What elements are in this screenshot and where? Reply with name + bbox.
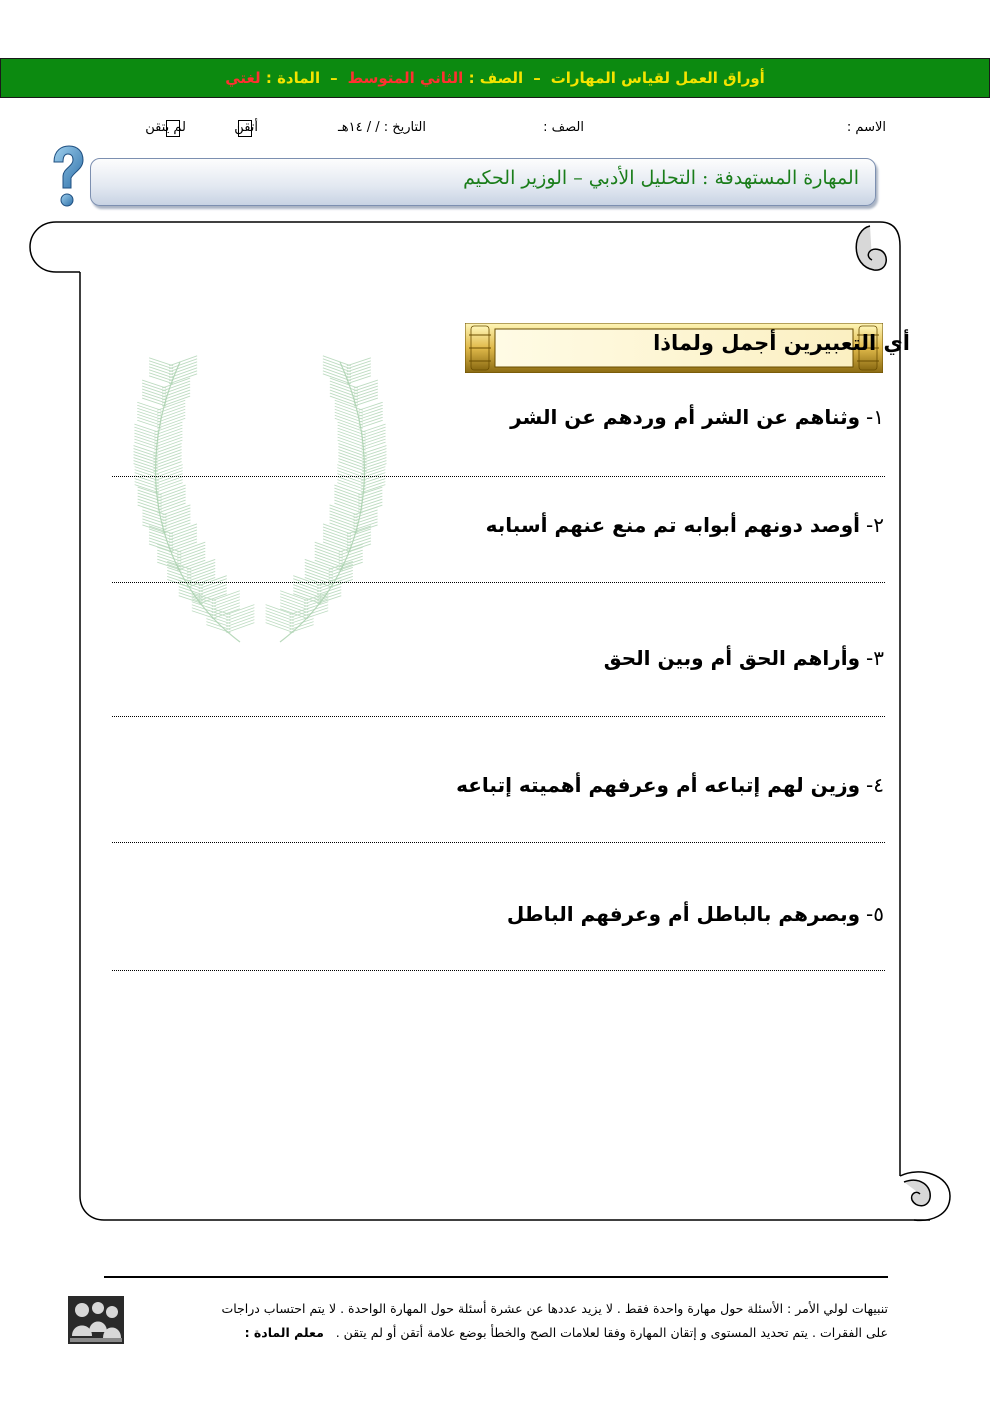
wreath-leaf-stroke xyxy=(305,568,333,578)
wreath-leaf-stroke xyxy=(335,406,363,416)
wreath-leaf-stroke xyxy=(158,497,186,507)
people-icon xyxy=(68,1296,124,1344)
wreath-leaf-stroke xyxy=(323,371,351,381)
wreath-leaf-stroke xyxy=(266,614,294,624)
wreath-leaf-stroke xyxy=(177,551,205,561)
wreath-leaf-stroke xyxy=(330,390,358,400)
wreath-leaf-stroke xyxy=(330,520,358,530)
wreath-leaf-stroke xyxy=(330,378,358,388)
wreath-leaf-stroke xyxy=(162,514,190,524)
date-label: التاريخ : / / ١٤هـ xyxy=(337,120,426,135)
wreath-leaf-stroke xyxy=(315,560,343,570)
wreath-leaf-stroke xyxy=(154,447,182,457)
wreath-leaf-stroke xyxy=(293,591,321,601)
wreath-leaf-stroke xyxy=(154,450,182,460)
wreath-leaf-stroke xyxy=(226,617,254,627)
banner-separator: – xyxy=(533,69,541,87)
not-mastered-label: لم يتقن xyxy=(145,120,186,135)
wreath-leaf-stroke xyxy=(169,536,197,546)
wreath-leaf-stroke xyxy=(162,378,190,388)
wreath-leaf-stroke xyxy=(335,409,363,419)
question-text: وزين لهم إتباعه أم وعرفهم أهميته إتباعه xyxy=(456,773,861,797)
wreath-leaf-stroke xyxy=(169,371,197,381)
wreath-leaf-stroke xyxy=(266,617,294,627)
wreath-leaf-stroke xyxy=(323,527,351,537)
wreath-leaf-stroke xyxy=(323,533,351,543)
notes-line-1: تنبيهات لولي الأمر : الأسئلة حول مهارة واحدة فقط . لا يزيد عددها عن عشرة أسئلة حول المهارة الواحدة . لا يتم احتساب دراجات xyxy=(221,1301,888,1316)
wreath-leaf-stroke xyxy=(154,456,182,466)
wreath-leaf-stroke xyxy=(169,533,197,543)
class-label: الصف : xyxy=(543,120,584,135)
answer-line-3[interactable] xyxy=(112,716,885,717)
wreath-leaf-stroke xyxy=(158,500,186,510)
wreath-leaf-stroke xyxy=(338,456,366,466)
wreath-leaf-stroke xyxy=(323,368,351,378)
wreath-leaf-stroke xyxy=(169,356,197,366)
wreath-leaf-stroke xyxy=(305,562,333,572)
wreath-leaf-stroke xyxy=(293,585,321,595)
mastered-label: أتقن xyxy=(234,120,258,135)
wreath-leaf-stroke xyxy=(330,514,358,524)
wreath-leaf-stroke xyxy=(266,623,294,633)
wreath-leaf-stroke xyxy=(169,365,197,375)
wreath-leaf-stroke xyxy=(177,557,205,567)
wreath-leaf-stroke xyxy=(199,582,227,592)
notes-line-2-text: على الفقرات . يتم تحديد المستوى و إتقان المهارة وفقا لعلامات الصح والخطأ بوضع علامة أتقن أو لم يتقن . xyxy=(335,1325,888,1340)
wreath-leaf-stroke xyxy=(293,588,321,598)
wreath-leaf-stroke xyxy=(212,597,240,607)
wreath-leaf-stroke xyxy=(162,508,190,518)
wreath-leaf-stroke xyxy=(334,494,362,504)
notes-line-2 xyxy=(128,1321,888,1345)
question-4 xyxy=(456,773,884,797)
wreath-leaf-stroke xyxy=(330,517,358,527)
wreath-leaf-stroke xyxy=(162,384,190,394)
wreath-leaf-stroke xyxy=(337,477,365,487)
wreath-leaf-stroke xyxy=(305,559,333,569)
wreath-leaf-stroke xyxy=(187,565,215,575)
wreath-leaf-stroke xyxy=(305,571,333,581)
wreath-leaf-stroke xyxy=(315,557,343,567)
wreath-leaf-stroke xyxy=(154,459,182,469)
banner-subject-label: المادة : xyxy=(265,69,321,87)
worksheet-title: أي التعبيرين أجمل ولماذا xyxy=(653,331,910,355)
wreath-leaf-stroke xyxy=(199,579,227,589)
wreath-leaf-stroke xyxy=(177,545,205,555)
wreath-leaf-stroke xyxy=(226,623,254,633)
wreath-leaf-stroke xyxy=(280,591,308,601)
wreath-leaf-stroke xyxy=(154,437,182,447)
wreath-leaf-stroke xyxy=(315,545,343,555)
footer-divider xyxy=(104,1276,888,1278)
wreath-leaf-stroke xyxy=(334,491,362,501)
wreath-leaf-stroke xyxy=(323,359,351,369)
question-2 xyxy=(486,513,884,537)
parent-notes xyxy=(128,1297,888,1345)
wreath-leaf-stroke xyxy=(212,594,240,604)
answer-line-1[interactable] xyxy=(112,476,885,477)
wreath-leaf-stroke xyxy=(323,365,351,375)
wreath-leaf-stroke xyxy=(169,368,197,378)
question-5 xyxy=(507,902,884,926)
wreath-leaf-stroke xyxy=(212,591,240,601)
wreath-leaf-stroke xyxy=(187,562,215,572)
wreath-leaf-stroke xyxy=(334,500,362,510)
wreath-leaf-stroke xyxy=(323,539,351,549)
wreath-leaf-stroke xyxy=(315,554,343,564)
wreath-leaf-stroke xyxy=(226,620,254,630)
wreath-leaf-stroke xyxy=(157,409,185,419)
banner-class-label: الصف : xyxy=(468,69,524,87)
wreath-leaf-stroke xyxy=(280,597,308,607)
wreath-leaf-stroke xyxy=(293,576,321,586)
target-skill-text: المهارة المستهدفة : التحليل الأدبي – الوزير الحكيم xyxy=(463,167,859,189)
wreath-leaf-stroke xyxy=(199,588,227,598)
wreath-leaf-stroke xyxy=(338,447,366,457)
wreath-leaf-stroke xyxy=(338,453,366,463)
question-text: وبصرهم بالباطل أم وعرفهم الباطل xyxy=(506,902,861,926)
wreath-leaf-stroke xyxy=(315,548,343,558)
answer-line-5[interactable] xyxy=(112,970,885,971)
wreath-leaf-stroke xyxy=(323,536,351,546)
question-number: ١- xyxy=(866,405,884,429)
wreath-leaf-stroke xyxy=(177,554,205,564)
answer-line-4[interactable] xyxy=(112,842,885,843)
question-3 xyxy=(604,646,884,670)
wreath-leaf-stroke xyxy=(162,390,190,400)
wreath-leaf-stroke xyxy=(162,511,190,521)
wreath-leaf-stroke xyxy=(280,594,308,604)
wreath-leaf-stroke xyxy=(158,494,186,504)
answer-line-2[interactable] xyxy=(112,582,885,583)
wreath-leaf-stroke xyxy=(330,381,358,391)
question-number: ٣- xyxy=(866,646,884,670)
wreath-leaf-stroke xyxy=(199,594,227,604)
wreath-leaf-stroke xyxy=(323,356,351,366)
wreath-leaf-stroke xyxy=(266,620,294,630)
wreath-leaf-stroke xyxy=(187,568,215,578)
question-1 xyxy=(510,405,884,429)
wreath-leaf-stroke xyxy=(334,497,362,507)
wreath-leaf-stroke xyxy=(338,459,366,469)
question-text: أوصد دونهم أبوابه تم منع عنهم أسبابه xyxy=(485,513,861,537)
wreath-leaf-stroke xyxy=(162,387,190,397)
wreath-leaf-stroke xyxy=(177,560,205,570)
wreath-leaf-stroke xyxy=(330,387,358,397)
wreath-leaf-stroke xyxy=(323,530,351,540)
wreath-leaf-stroke xyxy=(330,511,358,521)
wreath-leaf-stroke xyxy=(293,594,321,604)
wreath-leaf-stroke xyxy=(155,477,183,487)
banner-class-value: الثاني المتوسط xyxy=(347,69,464,87)
wreath-leaf-stroke xyxy=(226,614,254,624)
wreath-leaf-stroke xyxy=(169,527,197,537)
question-number: ٥- xyxy=(866,902,884,926)
wreath-leaf-stroke xyxy=(162,520,190,530)
wreath-leaf-stroke xyxy=(157,406,185,416)
wreath-leaf-stroke xyxy=(169,530,197,540)
wreath-leaf-stroke xyxy=(199,576,227,586)
wreath-leaf-stroke xyxy=(330,508,358,518)
laurel-wreath-watermark xyxy=(120,322,400,652)
question-text: وثناهم عن الشر أم وردهم عن الشر xyxy=(510,405,861,429)
question-number: ٢- xyxy=(866,513,884,537)
wreath-leaf-stroke xyxy=(330,384,358,394)
wreath-leaf-stroke xyxy=(305,565,333,575)
wreath-leaf-stroke xyxy=(162,517,190,527)
question-text: وأراهم الحق أم وبين الحق xyxy=(603,646,861,670)
banner-separator-2: – xyxy=(330,69,338,87)
wreath-leaf-stroke xyxy=(169,362,197,372)
teacher-label: معلم المادة : xyxy=(244,1325,324,1340)
wreath-leaf-stroke xyxy=(187,571,215,581)
wreath-leaf-stroke xyxy=(323,362,351,372)
wreath-leaf-stroke xyxy=(293,579,321,589)
wreath-leaf-stroke xyxy=(154,453,182,463)
banner-title: أوراق العمل لقياس المهارات xyxy=(550,69,765,87)
wreath-leaf-stroke xyxy=(338,450,366,460)
wreath-leaf-stroke xyxy=(315,551,343,561)
wreath-leaf-stroke xyxy=(338,437,366,447)
wreath-leaf-stroke xyxy=(162,381,190,391)
wreath-leaf-stroke xyxy=(187,559,215,569)
wreath-leaf-stroke xyxy=(177,548,205,558)
wreath-leaf-stroke xyxy=(293,582,321,592)
wreath-leaf-stroke xyxy=(169,539,197,549)
wreath-leaf-stroke xyxy=(280,600,308,610)
wreath-leaf-stroke xyxy=(199,591,227,601)
question-number: ٤- xyxy=(866,773,884,797)
name-label: الاسم : xyxy=(846,120,886,135)
wreath-leaf-stroke xyxy=(169,359,197,369)
banner-subject-value: لغتي xyxy=(225,69,261,87)
wreath-leaf-stroke xyxy=(199,585,227,595)
wreath-leaf-stroke xyxy=(212,600,240,610)
wreath-leaf-stroke xyxy=(158,491,186,501)
